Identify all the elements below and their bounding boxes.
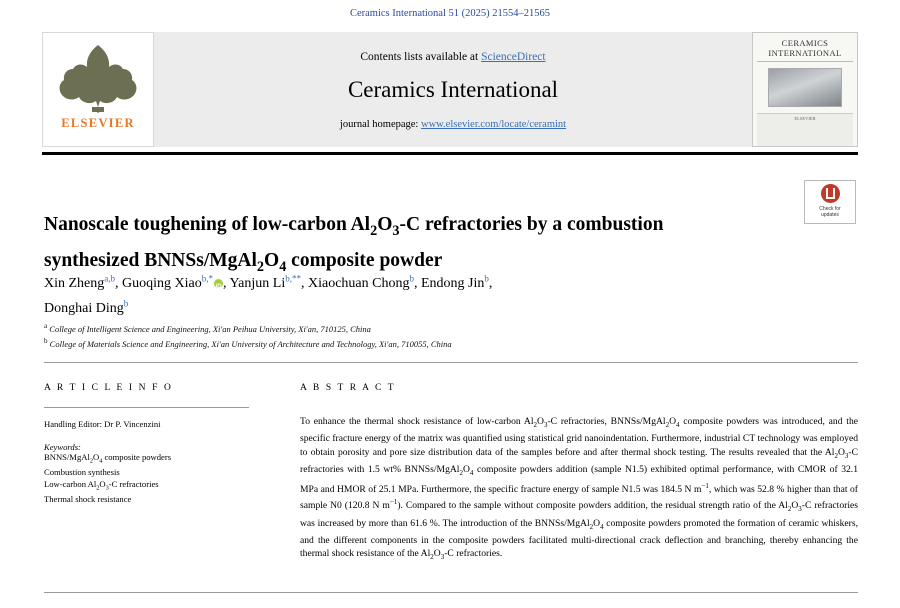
abstract-heading: A B S T R A C T	[300, 383, 396, 393]
elsevier-logo	[42, 32, 154, 147]
author-marks-3: b	[409, 273, 414, 283]
elsevier-wordmark: ELSEVIER	[61, 116, 135, 130]
contents-prefix: Contents lists available at	[360, 51, 482, 63]
running-head: Ceramics International 51 (2025) 21554–21565	[349, 8, 551, 19]
author-name-0: Xin Zheng	[44, 275, 105, 291]
author-0	[44, 273, 123, 291]
author-name-4: Endong Jin	[420, 275, 485, 291]
affiliation-0	[44, 320, 744, 335]
abstract-text: To enhance the thermal shock resistance of low-carbon $Al_2O_3-C$ refractories, BNNSs/$MgAl_2O_4$ composite powders was introduced, and the specific fracture energy of the matrix was quantified using statistical grid nanoindentation. Furthermore, industrial CT technology was employed to obtain porosity and pore size distribution data of the samples before and after thermal shock testing. The results revealed that the $Al_2O_3-C$ refractories with 1.5 wt% BNNSs/$MgAl_2O_4$ composite powders addition (sample N1.5) exhibited optimal performance, with CMOR of 32.1 MPa and HMOR of 25.1 MPa. Furthermore, the specific fracture energy of sample N1.5 was 184.5 N $m^{-1}$, which was 52.8 % higher than that of sample N0 (120.8 N $m^{-1}$). Compared to the sample without composite powders addition, the residual strength ratio of the $Al_2O_3-C$ refractories was increased by more than 61.6 %. The introduction of the BNNSs/$MgAl_2O_4$ composite powders promoted the formation of ceramic whiskers, and the different components in the composite powders facilitated multi-directional crack deflection and branching, thereby enhancing the thermal shock resistance of the $Al_2O_3-C$ refractories.	[300, 416, 858, 562]
title-part3: -C refractories by a combustion synthesized BNNSs/MgAl	[44, 214, 664, 271]
orcid-icon[interactable]	[214, 279, 223, 288]
keywords-label: Keywords:	[44, 442, 81, 452]
article-info-column	[44, 383, 249, 506]
elsevier-tree-icon	[52, 37, 144, 115]
crossmark-label-line1: Check for	[819, 206, 841, 212]
crossmark-icon	[821, 184, 840, 203]
author-3	[307, 273, 421, 291]
journal-masthead	[42, 32, 858, 147]
sciencedirect-link[interactable]: ScienceDirect	[481, 51, 546, 63]
journal-title: Ceramics International	[347, 77, 559, 102]
author-sep-0: ,	[115, 275, 123, 291]
info-section-rule	[44, 362, 858, 363]
author-sep-4: ,	[488, 275, 493, 291]
keyword-1: Combustion synthesis	[44, 467, 120, 478]
author-4	[420, 273, 493, 291]
author-name-1: Guoqing Xiao	[122, 275, 202, 291]
author-5	[44, 298, 129, 317]
title-sub1: 2	[370, 222, 378, 239]
homepage-prefix: journal homepage:	[339, 119, 421, 130]
author-sep-1: ,	[222, 275, 230, 291]
title-part2: O	[377, 214, 393, 236]
author-marks-4: b	[484, 273, 489, 283]
abstract-column	[300, 383, 858, 564]
contents-line	[360, 51, 545, 63]
crossmark-badge[interactable]	[804, 180, 856, 224]
affiliation-mark-0: a	[44, 322, 48, 330]
cover-image	[768, 68, 842, 107]
affiliation-1	[44, 335, 744, 350]
title-sub4: 4	[279, 258, 287, 275]
author-sep-2: ,	[300, 275, 308, 291]
masthead-rule	[42, 152, 858, 155]
keyword-3: Thermal shock resistance	[44, 494, 132, 505]
footer-rule	[44, 592, 858, 593]
author-1	[122, 273, 230, 291]
crossmark-label-line2: updates	[821, 212, 839, 218]
author-name-3: Xiaochuan Chong	[307, 275, 410, 291]
affiliation-text-0: College of Intelligent Science and Engineering, Xi'an Peihua University, Xi'an, 710125, China	[49, 323, 371, 334]
keyword-0: BNNS/$MgAl_2O_4$ composite powders	[44, 452, 172, 465]
author-name-2: Yanjun Li	[229, 275, 286, 291]
crossmark-label	[805, 206, 855, 218]
article-info-heading: A R T I C L E I N F O	[44, 383, 173, 393]
title-part4: O	[264, 249, 280, 271]
cover-title-line1: CERAMICS	[781, 38, 829, 48]
author-name-5: Donghai Ding	[44, 301, 124, 317]
author-marks-0: a,b	[104, 273, 116, 283]
title-part5: composite powder	[286, 249, 443, 271]
affiliation-list	[44, 320, 744, 351]
homepage-line	[340, 119, 566, 130]
author-marks-1: b,*	[201, 273, 213, 283]
title-part1: Nanoscale toughening of low-carbon Al	[44, 214, 371, 236]
cover-footer: ELSEVIER	[757, 113, 853, 146]
keyword-2: Low-carbon $Al_2O_3-C$ refractories	[44, 478, 159, 492]
masthead-center	[154, 32, 752, 147]
author-list	[44, 268, 744, 319]
cover-title	[757, 38, 853, 62]
author-sep-3: ,	[413, 275, 421, 291]
affiliation-text-1: College of Materials Science and Engineering, Xi'an University of Architecture and Technology, Xi'an, 710055, China	[49, 339, 452, 350]
author-marks-2: b,**	[285, 273, 301, 283]
article-info-rule	[44, 407, 249, 408]
cover-title-line2: INTERNATIONAL	[768, 48, 842, 58]
title-sub3: 2	[256, 258, 265, 275]
author-2	[229, 273, 308, 291]
journal-cover-thumbnail	[752, 32, 858, 147]
author-marks-5: b	[123, 298, 129, 309]
affiliation-mark-1: b	[44, 337, 48, 346]
journal-homepage-link[interactable]: www.elsevier.com/locate/ceramint	[420, 119, 567, 130]
title-sub2: 3	[392, 222, 400, 239]
handling-editor: Handling Editor: Dr P. Vincenzini	[44, 419, 161, 429]
